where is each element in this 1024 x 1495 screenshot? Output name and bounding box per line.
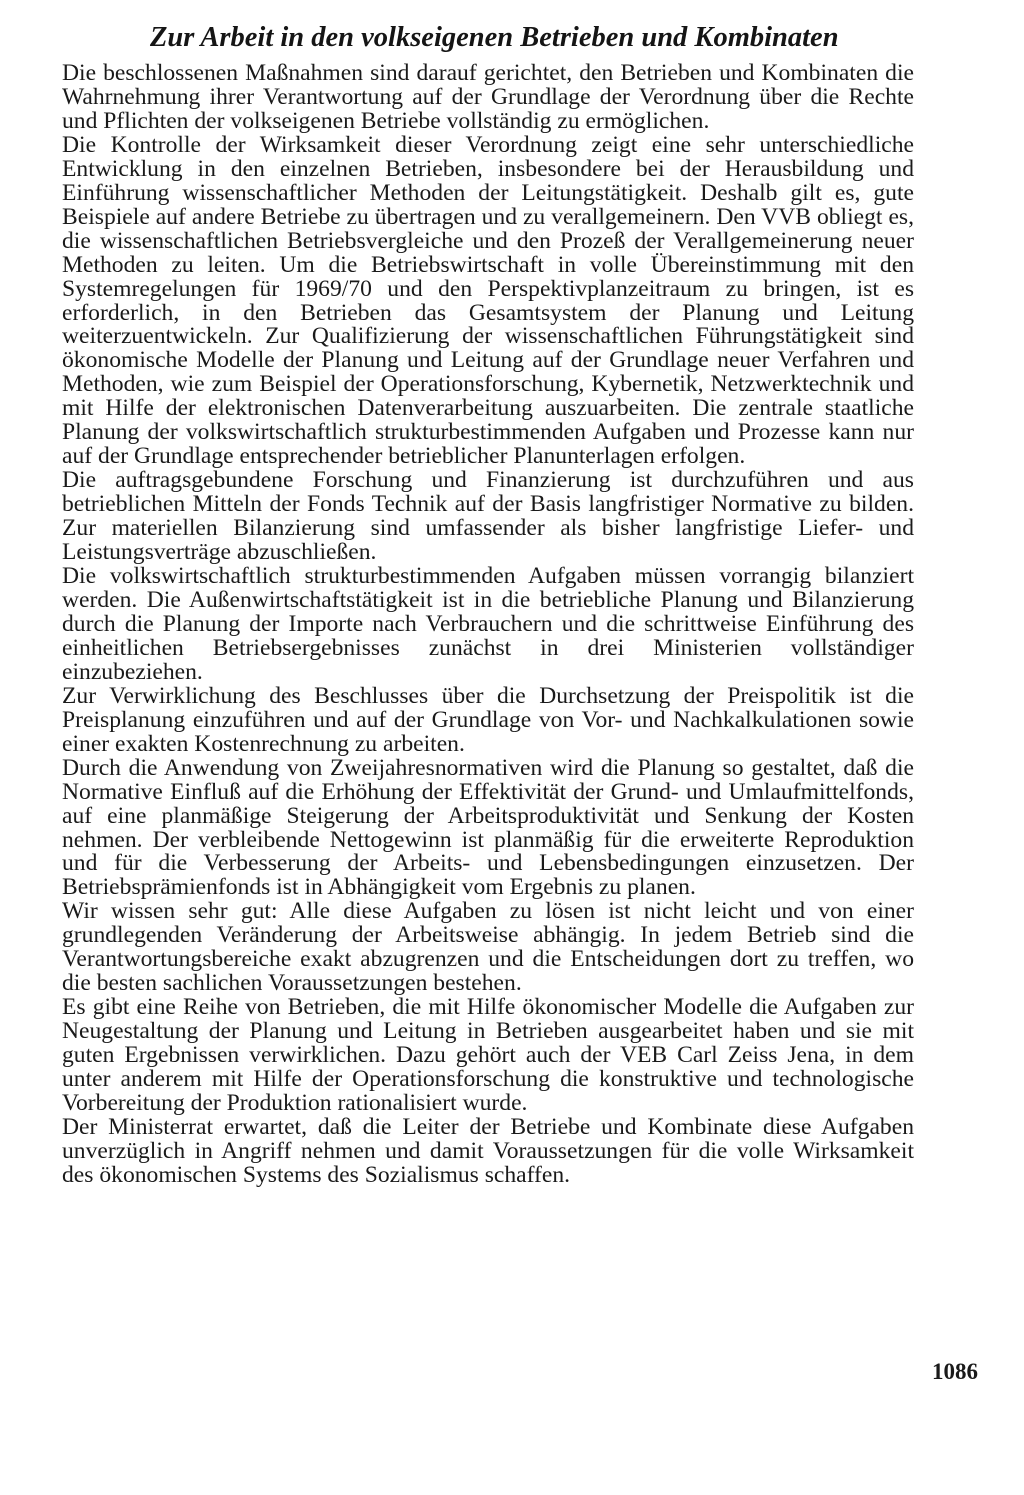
paragraph-1: Die beschlossenen Maßnahmen sind darauf gerichtet, den Betrieben und Kombinaten die Wahrnehmung ihrer Verantwortung auf der Grundlage der Verordnung über die Rechte und Pflichten der volkseigenen Betriebe vollständig zu ermöglichen. bbox=[62, 60, 914, 134]
paragraph-3: Die auftragsgebundene Forschung und Finanzierung ist durchzuführen und aus betrieblichen Mitteln der Fonds Technik auf der Basis langfristiger Normative zu bilden. Zur materiellen Bilanzierung sind umfassender als bisher langfristige Liefer- und Leistungsverträge abzuschließen. bbox=[62, 467, 914, 566]
paragraph-4: Die volkswirtschaftlich strukturbestimmenden Aufgaben müssen vorrangig bilanziert werden. Die Außenwirtschaftstätigkeit ist in die betriebliche Planung und Bilanzierung durch die Planung der Importe nach Verbrauchern und die schrittweise Einführung des einheitlichen Betriebsergebnisses zunächst in drei Ministerien vollständiger einzubeziehen. bbox=[62, 563, 914, 685]
page-number: 1086 bbox=[932, 1359, 978, 1384]
section-heading: Zur Arbeit in den volkseigenen Betrieben und Kombinaten bbox=[150, 22, 839, 53]
paragraph-8: Es gibt eine Reihe von Betrieben, die mit Hilfe ökonomischer Modelle die Aufgaben zur Neugestaltung der Planung und Leitung in Betrieben ausgearbeitet haben und sie mit guten Ergebnissen verwirklichen. Dazu gehört auch der VEB Carl Zeiss Jena, in dem unter anderem mit Hilfe der Operationsforschung die konstruktive und technologische Vorbereitung der Produktion rationalisiert wurde. bbox=[62, 994, 914, 1116]
paragraph-6: Durch die Anwendung von Zweijahresnormativen wird die Planung so gestaltet, daß die Normative Einfluß auf die Erhöhung der Effektivität der Grund- und Umlaufmittelfonds, auf eine planmäßige Steigerung der Arbeitsproduktivität und Senkung der Kosten nehmen. Der verbleibende Nettogewinn ist planmäßig für die erweiterte Reproduktion und für die Verbesserung der Arbeits- und Lebensbedingungen einzusetzen. Der Betriebsprämienfonds ist in Abhängigkeit vom Ergebnis zu planen. bbox=[62, 754, 914, 901]
paragraph-5: Zur Verwirklichung des Beschlusses über die Durchsetzung der Preispolitik ist die Preisplanung einzuführen und auf der Grundlage von Vor- und Nachkalkulationen sowie einer exakten Kostenrechnung zu arbeiten. bbox=[62, 682, 914, 757]
paragraph-2: Die Kontrolle der Wirksamkeit dieser Verordnung zeigt eine sehr unterschiedliche Entwicklung in den einzelnen Betrieben, insbesondere bei der Herausbildung und Einführung wissenschaftlicher Methoden der Leitungstätigkeit. Deshalb gilt es, gute Beispiele auf andere Betriebe zu übertragen und zu verallgemeinern. Den VVB obliegt es, die wissenschaftlichen Betriebsvergleiche und den Prozeß der Verallgemeinerung neuer Methoden zu leiten. Um die Betriebswirtschaft in volle Übereinstimmung mit den Systemregelungen für 1969/70 und den Perspektivplanzeitraum zu bringen, ist es erforderlich, in den Betrieben das Gesamtsystem der Planung und Leitung weiterzuentwickeln. Zur Qualifizierung der wissenschaftlichen Führungstätigkeit sind ökonomische Modelle der Planung und Leitung auf der Grundlage neuer Verfahren und Methoden, wie zum Beispiel der Operationsforschung, Kybernetik, Netzwerktechnik und mit Hilfe der elektronischen Datenverarbeitung auszuarbeiten. Die zentrale staatliche Planung der volkswirtschaftlich strukturbestimmenden Aufgaben und Prozesse kann nur auf der Grundlage entsprechender betrieblicher Planunterlagen erfolgen. bbox=[62, 131, 914, 470]
body-text bbox=[62, 62, 914, 1188]
paragraph-9: Der Ministerrat erwartet, daß die Leiter der Betriebe und Kombinate diese Aufgaben unverzüglich in Angriff nehmen und damit Voraussetzungen für die volle Wirksamkeit des ökonomischen Systems des Sozialismus schaffen. bbox=[62, 1113, 914, 1188]
paragraph-7: Wir wissen sehr gut: Alle diese Aufgaben zu lösen ist nicht leicht und von einer grundlegenden Veränderung der Arbeitsweise abhängig. In jedem Betrieb sind die Verantwortungsbereiche exakt abzugrenzen und die Entscheidungen dort zu treffen, wo die besten sachlichen Voraussetzungen bestehen. bbox=[62, 898, 914, 997]
